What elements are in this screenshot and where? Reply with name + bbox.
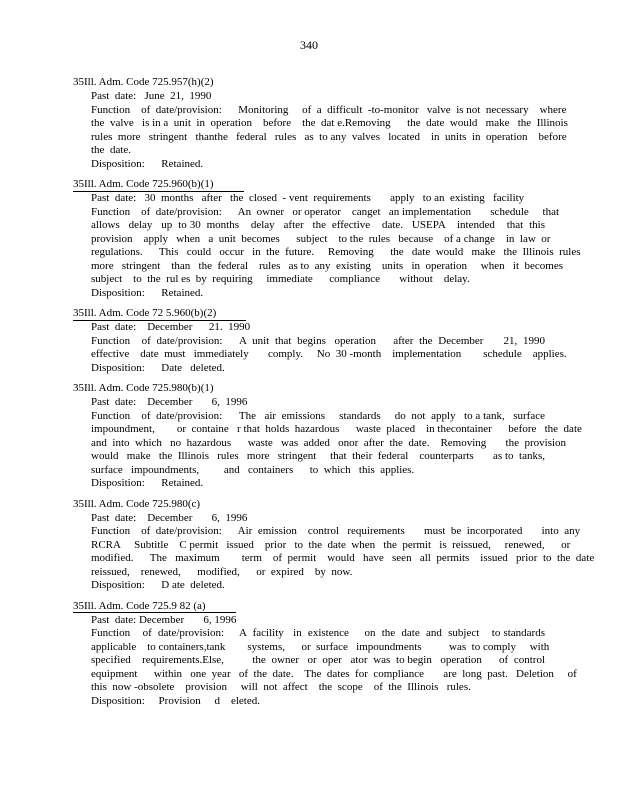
entry-line: Past date: December 6, 1996 [91,613,237,626]
entry-body [91,396,582,491]
entry-line: subject to the rul es by requiring immediate compliance without delay. [91,273,470,285]
entry-line: Past date: 30 months after the closed - vent requirements apply to an existing facility [91,192,525,204]
entry-line: Disposition: Retained. [91,157,204,170]
entry-line: this now -obsolete provision will not affect the scope of the Illinois rules. [91,681,471,693]
entry-body [91,321,567,375]
entry-citation: 35Ill. Adm. Code 72 5.960(b)(2) [73,307,246,321]
entry-line: regulations. This could occur in the future. Removing the date would make the Illinois rules [91,246,581,258]
entry-line: equipment within one year of the date. The dates for compliance are long past. Deletion of [91,667,577,680]
entry-citation: 35Ill. Adm. Code 725.960(b)(1) [73,178,244,192]
entry-line: Past date: December 6, 1996 [91,511,248,524]
entry-line: Function of date/provision: A facility in existence on the date and subject to standards [91,627,545,639]
rule-entry [73,596,577,709]
entry-line: surface impoundments, and containers to which this applies. [91,463,415,476]
entry-line: Disposition: Retained. [91,286,204,299]
entry-line: provision apply when a unit becomes subject to the rules because of a change in law or [91,232,551,245]
entry-line: Disposition: D ate deleted. [91,579,225,591]
entry-citation: 35Ill. Adm. Code 725.9 82 (a) [73,600,236,614]
entry-line: Disposition: Date deleted. [91,361,225,374]
entry-line: Past date: June 21, 1990 [91,90,212,102]
entry-line: reissued, renewed, modified, or expired by now. [91,565,353,578]
page-number: 340 [300,38,318,52]
entry-line: effective date must immediately comply. No 30 -month implementation schedule applies. [91,348,567,360]
entry-body [91,192,581,300]
entry-line: specified requirements.Else, the owner or oper ator was to begin operation of control [91,654,545,666]
entry-line: Function of date/provision: A unit that begins operation after the December 21, 1990 [91,334,545,347]
rule-entry [73,494,595,593]
entry-line: would make the Illinois rules more stringent that their federal counterparts as to tanks, [91,450,545,462]
rule-entry [73,72,568,171]
entry-citation: 35Ill. Adm. Code 725.957(h)(2) [73,76,214,88]
entry-citation: 35Ill. Adm. Code 725.980(b)(1) [73,382,214,394]
entry-line: impoundment, or containe r that holds hazardous waste placed in thecontainer before the date [91,423,582,435]
entry-line: the valve is in a unit in operation before the dat e.Removing the date would make the Illinois [91,117,568,129]
entry-body [91,90,568,171]
entry-line: Past date: December 21. 1990 [91,321,251,333]
entry-line: rules more stringent thanthe federal rules as to any valves located in units in operation before [91,130,567,143]
entry-line: Function of date/provision: The air emissions standards do not apply to a tank, surface [91,409,545,422]
entry-list [73,72,595,711]
entry-line: modified. The maximum term of permit would have seen all permits issued prior to the date [91,552,595,564]
entry-line: applicable to containers,tank systems, or surface impoundments was to comply with [91,640,550,653]
entry-line: allows delay up to 30 months delay after the effective date. USEPA intended that this [91,219,545,231]
entry-line: and into which no hazardous waste was added onor after the date. Removing the provision [91,436,567,449]
entry-body [91,613,577,709]
entry-line: Disposition: Retained. [91,477,204,489]
entry-line: RCRA Subtitle C permit issued prior to the date when the permit is reissued, renewed, or [91,538,571,551]
entry-citation: 35Ill. Adm. Code 725.980(c) [73,497,201,510]
entry-line: Past date: December 6, 1996 [91,396,248,408]
rule-entry [73,174,581,300]
entry-body [91,511,595,593]
entry-line: Disposition: Provision d eleted. [91,694,260,707]
rule-entry [73,303,567,375]
entry-line: more stringent than the federal rules as to any existing units in operation when it becomes [91,259,563,272]
entry-line: the date. [91,144,132,156]
entry-line: Function of date/provision: Monitoring of a difficult -to-monitor valve is not necessary where [91,103,567,116]
rule-entry [73,378,582,491]
entry-line: Function of date/provision: Air emission control requirements must be incorporated into any [91,525,581,537]
entry-line: Function of date/provision: An owner or operator canget an implementation schedule that [91,205,560,218]
